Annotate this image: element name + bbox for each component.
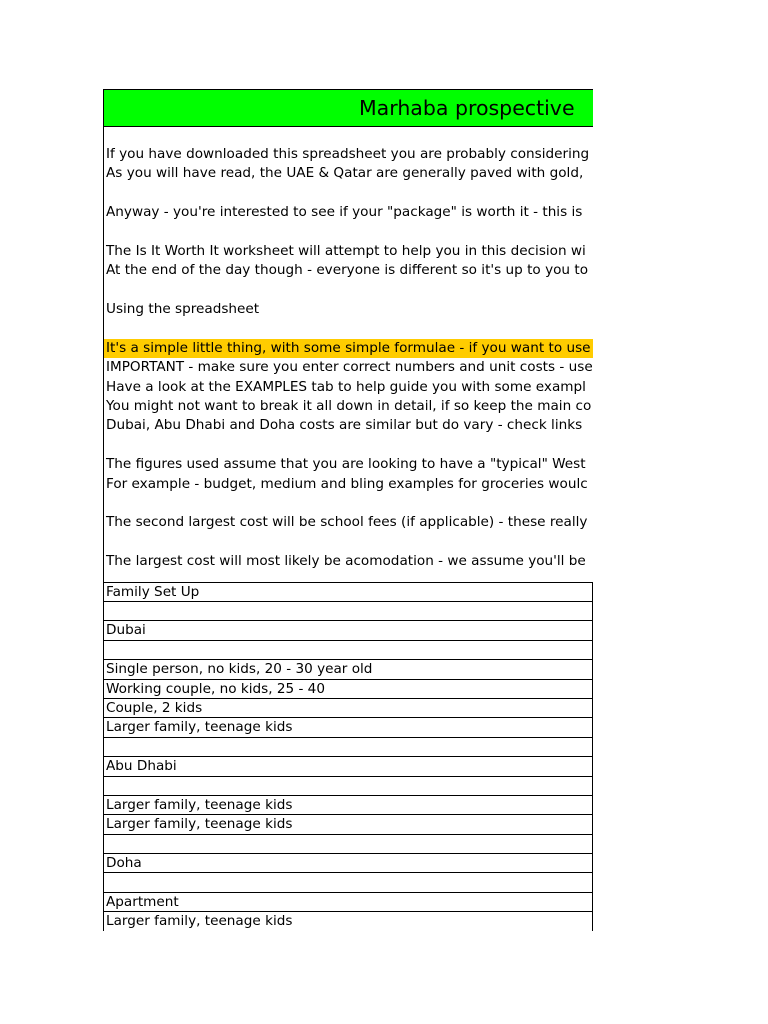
table-row: Couple, 2 kids [104, 698, 593, 717]
intro-line: As you will have read, the UAE & Qatar are generally paved with gold, [106, 165, 584, 182]
spreadsheet-page [103, 89, 593, 931]
intro-line: At the end of the day though - everyone is different so it's up to you to [106, 262, 589, 279]
intro-line: The largest cost will most likely be acomodation - we assume you'll be [106, 553, 586, 570]
empty-table-row [104, 737, 593, 756]
table-row: Larger family, teenage kids [104, 814, 593, 833]
table-row: Apartment [104, 892, 593, 911]
intro-line: It's a simple little thing, with some simple formulae - if you want to use [104, 339, 593, 358]
blank-line [104, 223, 593, 242]
intro-line: The figures used assume that you are looking to have a "typical" West [106, 456, 586, 473]
table-row: Single person, no kids, 20 - 30 year old [104, 659, 593, 678]
empty-table-row [104, 601, 593, 620]
blank-line [104, 184, 593, 203]
intro-text-block [104, 127, 593, 572]
blank-line [104, 320, 593, 339]
family-setup-table [104, 582, 593, 931]
table-row: Larger family, teenage kids [104, 795, 593, 814]
blank-line [104, 533, 593, 552]
table-row: Doha [104, 853, 593, 872]
title-banner [104, 89, 593, 127]
intro-line: For example - budget, medium and bling examples for groceries woulc [106, 475, 588, 492]
table-row: Larger family, teenage kids [104, 911, 593, 930]
intro-line: The Is It Worth It worksheet will attempt to help you in this decision wi [106, 242, 586, 259]
blank-line [104, 281, 593, 300]
empty-table-row [104, 872, 593, 891]
intro-line: Have a look at the EXAMPLES tab to help guide you with some exampl [106, 378, 586, 395]
empty-table-row [104, 834, 593, 853]
blank-line [104, 494, 593, 513]
table-row: Working couple, no kids, 25 - 40 [104, 679, 593, 698]
table-row: Dubai [104, 620, 593, 639]
banner-title: Marhaba prospective [359, 96, 575, 120]
intro-line: You might not want to break it all down in detail, if so keep the main co [106, 398, 592, 415]
intro-line: Dubai, Abu Dhabi and Doha costs are similar but do vary - check links [106, 417, 583, 434]
empty-table-row [104, 640, 593, 659]
table-row: Abu Dhabi [104, 756, 593, 775]
intro-line: If you have downloaded this spreadsheet you are probably considering [106, 146, 590, 162]
blank-line [104, 436, 593, 455]
intro-line: IMPORTANT - make sure you enter correct numbers and unit costs - use [106, 359, 593, 376]
empty-table-row [104, 776, 593, 795]
intro-line: Using the spreadsheet [106, 301, 260, 318]
table-row: Family Set Up [104, 582, 593, 601]
table-row: Larger family, teenage kids [104, 717, 593, 736]
intro-line: Anyway - you're interested to see if your "package" is worth it - this is [106, 204, 583, 221]
intro-line: The second largest cost will be school fees (if applicable) - these really [106, 514, 588, 531]
